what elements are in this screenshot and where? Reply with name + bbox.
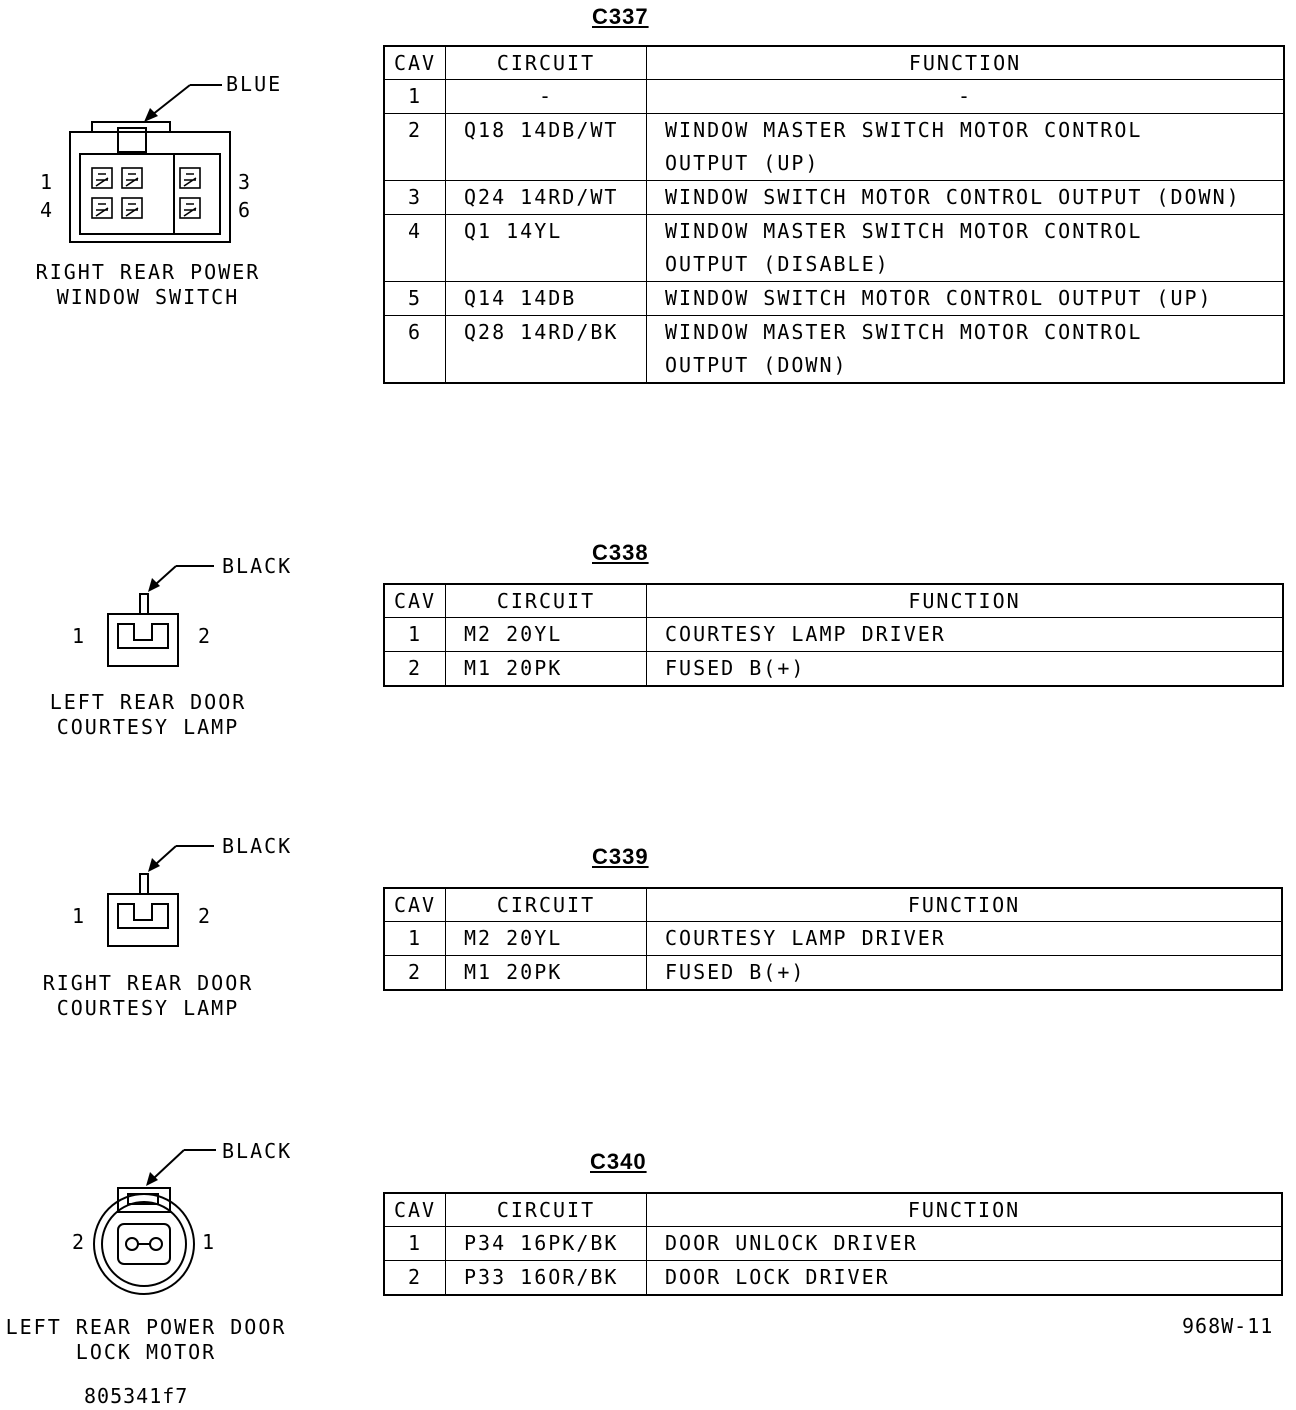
cell-function bbox=[647, 114, 1285, 181]
component-label-line: WINDOW SWITCH bbox=[56, 285, 240, 309]
component-label-c339 bbox=[20, 971, 276, 1021]
pin-label-1: 1 bbox=[72, 624, 85, 648]
cell-circuit: Q24 14RD/WT bbox=[446, 181, 647, 215]
cell-circuit: Q28 14RD/BK bbox=[446, 316, 647, 384]
cell-circuit: M1 20PK bbox=[446, 956, 647, 991]
component-label-line: LOCK MOTOR bbox=[75, 1340, 217, 1364]
cell-cav: 1 bbox=[384, 922, 446, 956]
cell-cav: 4 bbox=[384, 215, 446, 282]
cell-function: WINDOW SWITCH MOTOR CONTROL OUTPUT (UP) bbox=[647, 282, 1285, 316]
component-label-c338 bbox=[20, 690, 276, 740]
connector-title-c340: C340 bbox=[590, 1149, 647, 1174]
table-row bbox=[384, 618, 1283, 652]
table-row bbox=[384, 80, 1284, 114]
header-function: FUNCTION bbox=[647, 888, 1283, 922]
component-label-line: LEFT REAR POWER DOOR bbox=[5, 1315, 287, 1339]
connector-title-c339: C339 bbox=[592, 844, 649, 869]
table-row bbox=[384, 1227, 1282, 1261]
connector-title-c337: C337 bbox=[592, 4, 649, 29]
table-row bbox=[384, 114, 1284, 181]
cell-circuit: Q18 14DB/WT bbox=[446, 114, 647, 181]
table-header-row bbox=[384, 584, 1283, 618]
pinout-table-c338 bbox=[383, 583, 1284, 687]
pinout-table-c337 bbox=[383, 45, 1285, 384]
cell-circuit: M2 20YL bbox=[446, 618, 647, 652]
cell-function: WINDOW SWITCH MOTOR CONTROL OUTPUT (DOWN) bbox=[647, 181, 1285, 215]
cell-function bbox=[647, 215, 1285, 282]
pin-label-2: 2 bbox=[198, 624, 211, 648]
connector-color-c339: BLACK bbox=[222, 834, 293, 858]
table-row bbox=[384, 1261, 1282, 1296]
connector-color-c340: BLACK bbox=[222, 1139, 293, 1163]
function-line: OUTPUT (UP) bbox=[665, 151, 820, 175]
component-label-line: RIGHT REAR POWER bbox=[35, 260, 261, 284]
pin-label-2: 2 bbox=[72, 1230, 85, 1254]
header-function: FUNCTION bbox=[647, 1193, 1283, 1227]
header-circuit: CIRCUIT bbox=[446, 584, 647, 618]
pin-label-1: 1 bbox=[40, 170, 53, 194]
header-circuit: CIRCUIT bbox=[446, 46, 647, 80]
cell-function: - bbox=[647, 80, 1285, 114]
component-label-line: LEFT REAR DOOR bbox=[49, 690, 247, 714]
header-circuit: CIRCUIT bbox=[446, 1193, 647, 1227]
cell-cav: 3 bbox=[384, 181, 446, 215]
cell-function: COURTESY LAMP DRIVER bbox=[647, 922, 1283, 956]
table-row bbox=[384, 181, 1284, 215]
pin-label-1: 1 bbox=[72, 904, 85, 928]
component-label-c340 bbox=[0, 1315, 292, 1365]
table-row bbox=[384, 922, 1282, 956]
cell-circuit: - bbox=[446, 80, 647, 114]
cell-cav: 1 bbox=[384, 1227, 446, 1261]
pinout-table-c340 bbox=[383, 1192, 1283, 1296]
cell-cav: 5 bbox=[384, 282, 446, 316]
cell-circuit: P34 16PK/BK bbox=[446, 1227, 647, 1261]
table-row bbox=[384, 316, 1284, 384]
table-header-row bbox=[384, 888, 1282, 922]
cell-cav: 2 bbox=[384, 1261, 446, 1296]
connector-color-c338: BLACK bbox=[222, 554, 293, 578]
connector-face-c339 bbox=[100, 840, 220, 950]
cell-function: DOOR UNLOCK DRIVER bbox=[647, 1227, 1283, 1261]
header-function: FUNCTION bbox=[647, 584, 1284, 618]
cell-circuit: M1 20PK bbox=[446, 652, 647, 687]
function-line: WINDOW MASTER SWITCH MOTOR CONTROL bbox=[665, 118, 1143, 142]
cell-function: FUSED B(+) bbox=[647, 652, 1284, 687]
function-line: OUTPUT (DISABLE) bbox=[665, 252, 890, 276]
component-label-line: COURTESY LAMP bbox=[56, 996, 240, 1020]
pinout-table-c339 bbox=[383, 887, 1283, 991]
component-label-c337 bbox=[20, 260, 276, 310]
cell-cav: 2 bbox=[384, 956, 446, 991]
connector-face-c338 bbox=[100, 560, 220, 670]
cell-function: DOOR LOCK DRIVER bbox=[647, 1261, 1283, 1296]
connector-face-c340 bbox=[88, 1142, 228, 1302]
cell-circuit: M2 20YL bbox=[446, 922, 647, 956]
header-cav: CAV bbox=[384, 46, 446, 80]
cell-function bbox=[647, 316, 1285, 384]
pin-label-1: 1 bbox=[202, 1230, 215, 1254]
pin-label-2: 2 bbox=[198, 904, 211, 928]
cell-function: COURTESY LAMP DRIVER bbox=[647, 618, 1284, 652]
function-line: WINDOW MASTER SWITCH MOTOR CONTROL bbox=[665, 219, 1143, 243]
component-label-line: COURTESY LAMP bbox=[56, 715, 240, 739]
pin-label-6: 6 bbox=[238, 198, 251, 222]
header-circuit: CIRCUIT bbox=[446, 888, 647, 922]
cell-cav: 1 bbox=[384, 80, 446, 114]
cell-circuit: P33 16OR/BK bbox=[446, 1261, 647, 1296]
table-row bbox=[384, 956, 1282, 991]
cell-cav: 2 bbox=[384, 114, 446, 181]
cell-cav: 6 bbox=[384, 316, 446, 384]
header-cav: CAV bbox=[384, 1193, 446, 1227]
table-row bbox=[384, 282, 1284, 316]
table-header-row bbox=[384, 46, 1284, 80]
figure-reference: 968W-11 bbox=[1182, 1314, 1274, 1338]
connector-face-c337 bbox=[40, 70, 240, 250]
pin-label-3: 3 bbox=[238, 170, 251, 194]
connector-title-c338: C338 bbox=[592, 540, 649, 565]
connector-color-c337: BLUE bbox=[226, 72, 283, 96]
cell-function: FUSED B(+) bbox=[647, 956, 1283, 991]
cell-circuit: Q14 14DB bbox=[446, 282, 647, 316]
pin-label-4: 4 bbox=[40, 198, 53, 222]
table-header-row bbox=[384, 1193, 1282, 1227]
table-row bbox=[384, 652, 1283, 687]
header-cav: CAV bbox=[384, 584, 446, 618]
table-row bbox=[384, 215, 1284, 282]
cell-cav: 1 bbox=[384, 618, 446, 652]
cell-circuit: Q1 14YL bbox=[446, 215, 647, 282]
header-function: FUNCTION bbox=[647, 46, 1285, 80]
header-cav: CAV bbox=[384, 888, 446, 922]
function-line: WINDOW MASTER SWITCH MOTOR CONTROL bbox=[665, 320, 1143, 344]
image-reference: 805341f7 bbox=[84, 1384, 189, 1408]
function-line: OUTPUT (DOWN) bbox=[665, 353, 848, 377]
component-label-line: RIGHT REAR DOOR bbox=[42, 971, 254, 995]
cell-cav: 2 bbox=[384, 652, 446, 687]
